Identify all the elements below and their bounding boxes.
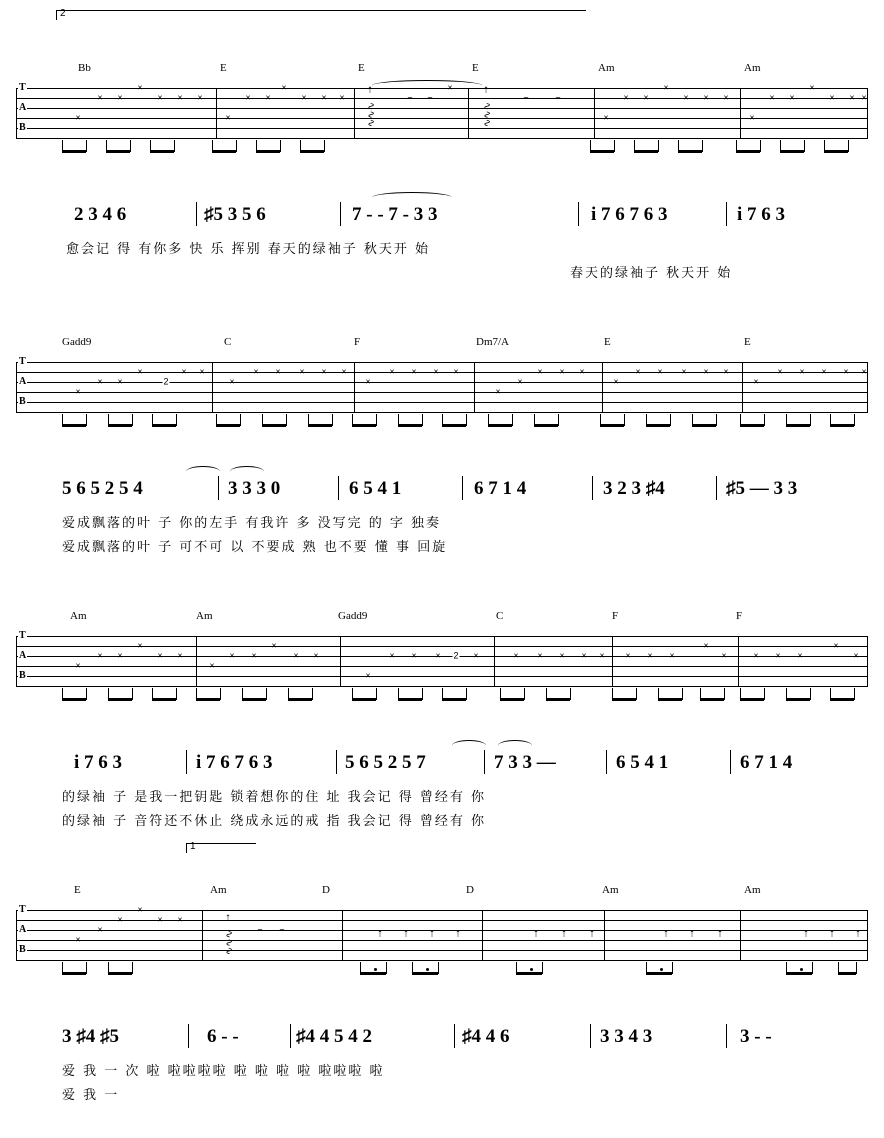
tab-staff: T A B × × × × × × × × × × × × × × × 2 × × × × × × × × × × × × × × × × × <box>16 636 868 688</box>
chord-label: Am <box>744 884 761 896</box>
notation-group: i 7 6 7 6 3 <box>591 204 668 225</box>
tab-letter-a: A <box>19 376 27 387</box>
chord-label: C <box>496 610 504 622</box>
tab-letter-t: T <box>19 630 26 641</box>
chord-label: E <box>472 62 479 74</box>
repeat-bracket-tick <box>186 843 187 853</box>
lyric-line-2: 的绿袖 子 音符还不休止 绕成永远的戒 指 我会记 得 曾经有 你 <box>62 814 487 829</box>
notation-group: ♯4 4 5 4 2 <box>296 1026 372 1047</box>
chord-label: Am <box>602 884 619 896</box>
notation-group: 5 6 5 2 5 7 <box>345 752 426 773</box>
chord-label: Am <box>210 884 227 896</box>
tab-letter-b: B <box>19 396 26 407</box>
notation-group: 7 3 3 — <box>494 752 556 773</box>
tab-letter-b: B <box>19 122 26 133</box>
lyric-line-1: 的绿袖 子 是我一把钥匙 锁着想你的住 址 我会记 得 曾经有 你 <box>62 790 487 805</box>
chord-label: Bb <box>78 62 91 74</box>
repeat-bracket-top <box>56 10 586 24</box>
lyric-line-2: 爱 我 一 <box>62 1088 120 1103</box>
notation-group: 3 ♯4 ♯5 <box>62 1026 119 1047</box>
tab-staff: T A B × × × × × × × × × × × × × × ∿∿∿ ↑ − − × ∿∿∿ ↑ − − × × × × × × × × × × × × × × <box>16 88 868 140</box>
repeat-bracket-tick <box>56 10 57 20</box>
chord-label: Gadd9 <box>338 610 368 622</box>
lyric-line-1: 愈会记 得 有你多 快 乐 挥别 春天的绿袖子 秋天开 始 <box>66 242 431 257</box>
tab-staff: T A B × × × × 2 × × × × × × × × × × × × × × × × × × × × × × × × × × × × × × <box>16 362 868 414</box>
notation-group: 3 3 3 0 <box>228 478 281 499</box>
tab-letter-a: A <box>19 102 27 113</box>
lyric-line-1: 爱成飘落的叶 子 你的左手 有我许 多 没写完 的 字 独奏 <box>62 516 442 531</box>
notation-group: 6 7 1 4 <box>740 752 793 773</box>
chord-label: Am <box>196 610 213 622</box>
slur <box>498 740 532 751</box>
tab-letter-t: T <box>19 904 26 915</box>
slur <box>452 740 486 751</box>
chord-label: F <box>612 610 619 622</box>
tab-letter-b: B <box>19 944 26 955</box>
lyric-line-2: 爱成飘落的叶 子 可不可 以 不要成 熟 也不要 懂 事 回旋 <box>62 540 448 555</box>
repeat-bracket-line <box>56 10 586 11</box>
repeat-bracket-bottom <box>186 843 256 857</box>
notation-group: 2 3 4 6 <box>74 204 127 225</box>
chord-label: F <box>736 610 743 622</box>
chord-label: C <box>224 336 232 348</box>
chord-label: E <box>744 336 751 348</box>
repeat-bracket-number: 1 <box>190 841 196 852</box>
notation-group: i 7 6 7 6 3 <box>196 752 273 773</box>
tab-letter-a: A <box>19 650 27 661</box>
notation-group: 3 - - <box>740 1026 772 1047</box>
chord-label: E <box>604 336 611 348</box>
notation-group: i 7 6 3 <box>74 752 123 773</box>
chord-label: Am <box>70 610 87 622</box>
slur <box>230 466 264 477</box>
notation-group: 6 5 4 1 <box>616 752 669 773</box>
lyric-line-2: 春天的绿袖子 秋天开 始 <box>570 266 733 281</box>
chord-label: D <box>466 884 474 896</box>
notation-group: 6 5 4 1 <box>349 478 402 499</box>
notation-group: 3 3 4 3 <box>600 1026 653 1047</box>
tab-letter-t: T <box>19 356 26 367</box>
chord-label: E <box>220 62 227 74</box>
tab-staff: T A B × × × × × × ∿∿∿ ↑ − − ↑ ↑ ↑ ↑ ↑ ↑ ↑ ↑ ↑ ↑ ↑ ↑ ↑ <box>16 910 868 962</box>
chord-label: F <box>354 336 361 348</box>
slur <box>186 466 220 477</box>
slur <box>372 192 452 203</box>
notation-group: i 7 6 3 <box>737 204 786 225</box>
notation-group: 5 6 5 2 5 4 <box>62 478 143 499</box>
notation-group: 3 2 3 ♯4 <box>603 478 665 499</box>
tab-letter-b: B <box>19 670 26 681</box>
notation-group: 6 7 1 4 <box>474 478 527 499</box>
notation-group: 7 - - 7 - 3 3 <box>352 204 438 225</box>
chord-label: Dm7/A <box>476 336 509 348</box>
chord-label: D <box>322 884 330 896</box>
notation-group: ♯5 — 3 3 <box>726 478 798 499</box>
chord-label: E <box>74 884 81 896</box>
tab-letter-t: T <box>19 82 26 93</box>
repeat-bracket-line <box>186 843 256 844</box>
chord-label: E <box>358 62 365 74</box>
notation-group: ♯4 4 6 <box>462 1026 510 1047</box>
lyric-line-1: 爱 我 一 次 啦 啦啦啦啦 啦 啦 啦 啦 啦啦啦 啦 <box>62 1064 385 1079</box>
notation-group: 6 - - <box>207 1026 239 1047</box>
chord-label: Am <box>744 62 761 74</box>
repeat-bracket-number: 2 <box>60 8 66 19</box>
notation-group: ♯5 3 5 6 <box>204 204 266 225</box>
chord-label: Gadd9 <box>62 336 92 348</box>
chord-label: Am <box>598 62 615 74</box>
tab-letter-a: A <box>19 924 27 935</box>
